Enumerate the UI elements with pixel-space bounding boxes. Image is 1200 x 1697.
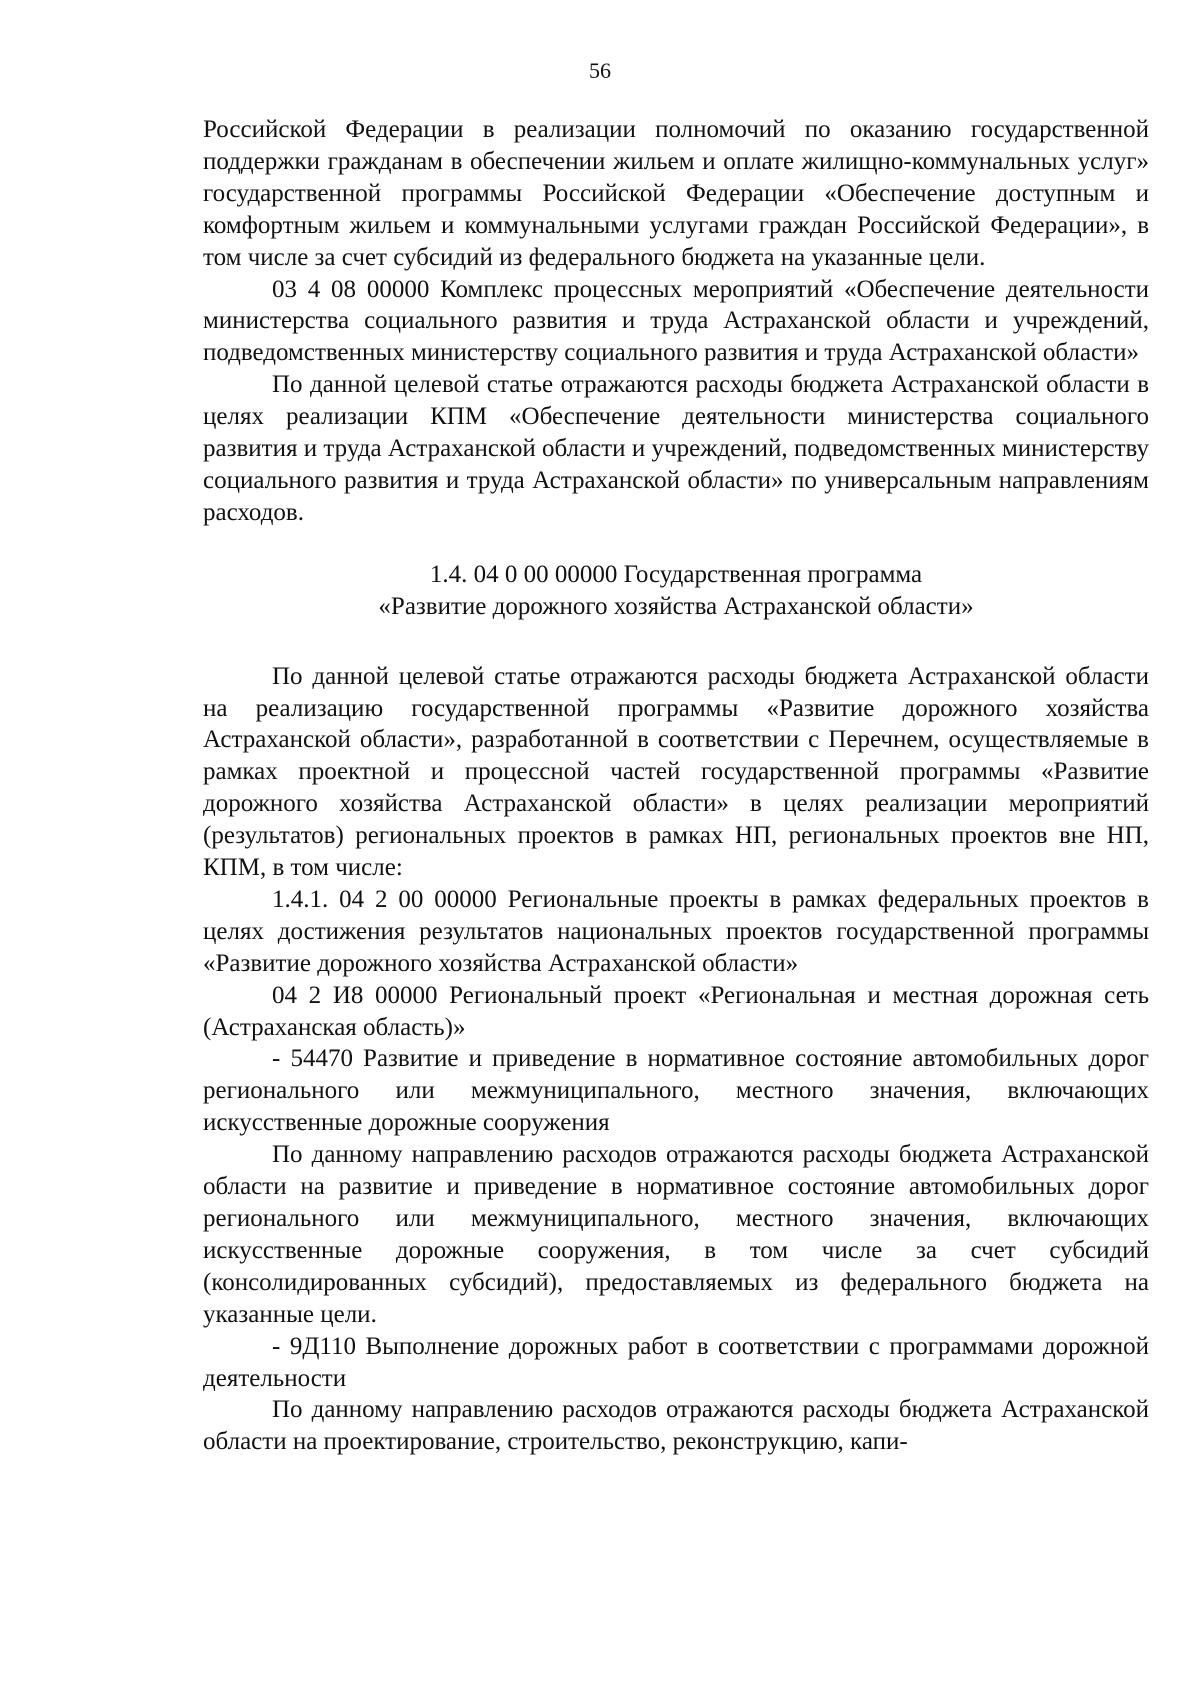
paragraph: По данной целевой статье отражаются расходы бюджета Астраханской области в целях реализации КПМ «Обеспечение деятельности министерства социального развития и труда Астраханской области и учреждений, подведомственных министерству социального развития и труда Астраханской области» по универсальным направлениям расходов.	[203, 371, 1149, 526]
paragraph: 1.4.1. 04 2 00 00000 Региональные проекты в рамках федеральных проектов в целях достижения результатов национальных проектов государственной программы «Развитие дорожного хозяйства Астраханской области»	[203, 885, 1149, 977]
paragraph: 03 4 08 00000 Комплекс процессных мероприятий «Обеспечение деятельности министерства социального развития и труда Астраханской области и учреждений, подведомственных министерству социального развития и труда Астраханской области»	[203, 275, 1149, 367]
page-number: 56	[589, 58, 611, 83]
section-heading-line: «Развитие дорожного хозяйства Астраханской области»	[378, 592, 974, 620]
paragraph: По данному направлению расходов отражаются расходы бюджета Астраханской области на развитие и приведение в нормативное состояние автомобильных дорог регионального или межмуниципального, местного значения, включающих искусственные дорожные сооружения, в том числе за счет субсидий (консолидированных субсидий), предоставляемых из федерального бюджета на указанные цели.	[203, 1141, 1149, 1328]
section-heading-line: 1.4. 04 0 00 00000 Государственная программа	[429, 560, 923, 588]
paragraph: - 9Д110 Выполнение дорожных работ в соответствии с программами дорожной деятельности	[203, 1332, 1149, 1392]
paragraph: По данному направлению расходов отражаются расходы бюджета Астраханской области на проектирование, строительство, реконструкцию, капи-	[203, 1396, 1149, 1456]
document-body	[203, 114, 1149, 1458]
paragraph: - 54470 Развитие и приведение в нормативное состояние автомобильных дорог регионального или межмуниципального, местного значения, включающих искусственные дорожные сооружения	[203, 1045, 1149, 1137]
section-heading	[203, 559, 1149, 623]
paragraph: По данной целевой статье отражаются расходы бюджета Астраханской области на реализацию государственной программы «Развитие дорожного хозяйства Астраханской области», разработанной в соответствии с Перечнем, осуществляемые в рамках проектной и процессной частей государственной программы «Развитие дорожного хозяйства Астраханской области» в целях реализации мероприятий (результатов) региональных проектов в рамках НП, региональных проектов вне НП, КПМ, в том числе:	[203, 662, 1149, 882]
paragraph: Российской Федерации в реализации полномочий по оказанию государственной поддержки гражданам в обеспечении жильем и оплате жилищно-коммунальных услуг» государственной программы Российской Федерации «Обеспечение доступным и комфортным жильем и коммунальными услугами граждан Российской Федерации», в том числе за счет субсидий из федерального бюджета на указанные цели.	[203, 116, 1149, 271]
paragraph: 04 2 И8 00000 Региональный проект «Региональная и местная дорожная сеть (Астраханская область)»	[203, 981, 1149, 1041]
